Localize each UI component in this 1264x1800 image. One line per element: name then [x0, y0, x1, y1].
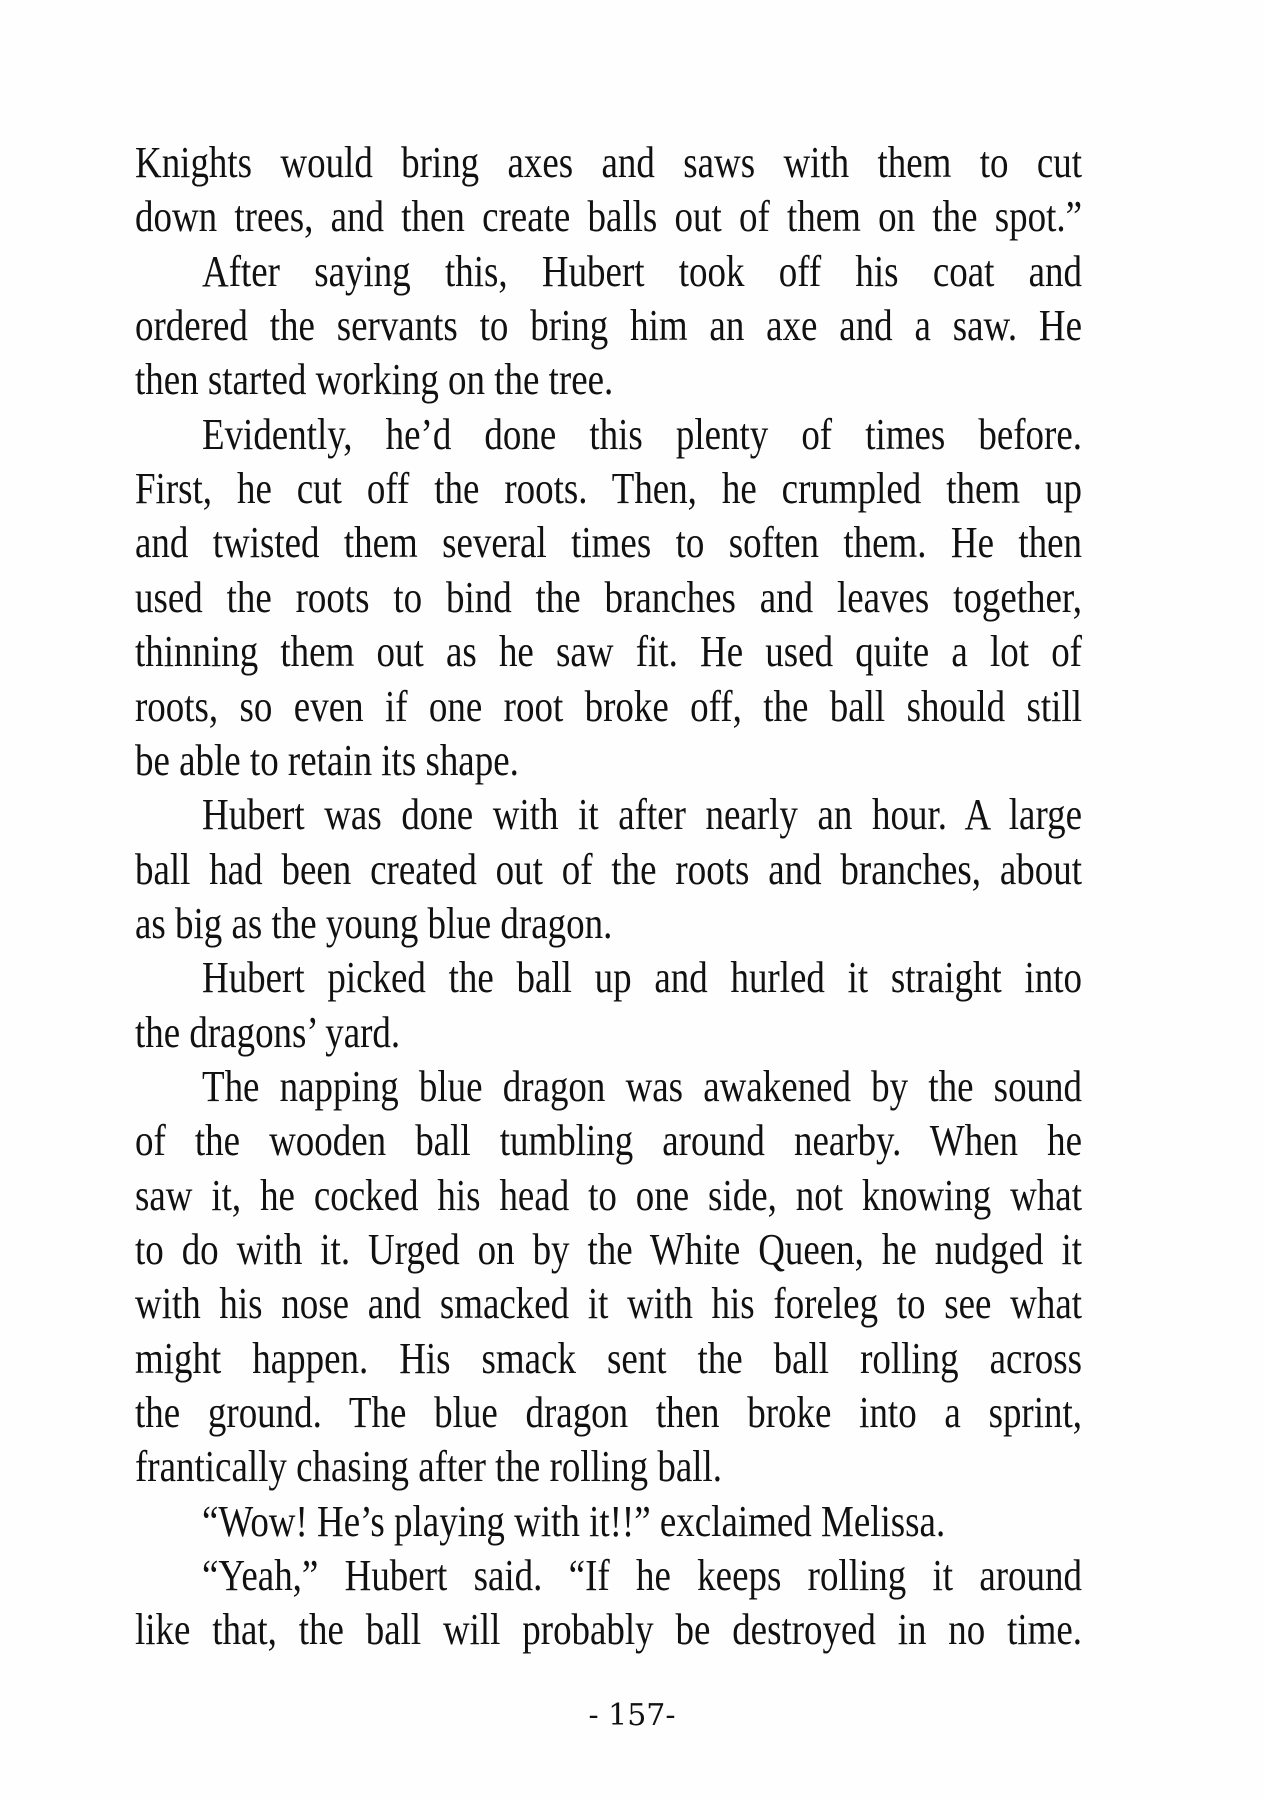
text-line: the dragons’ yard. [135, 1008, 401, 1057]
text-line: Knights would bring axes and saws with them to cut [135, 138, 1082, 187]
paragraph-first-line: Hubert picked the ball up and hurled it straight into [202, 953, 1082, 1002]
text-line: like that, the ball will probably be destroyed in no time. [135, 1605, 1082, 1654]
text-line: down trees, and then create balls out of them on the spot.” [135, 192, 1082, 241]
text-line: as big as the young blue dragon. [135, 899, 613, 948]
paragraph-first-line: After saying this, Hubert took off his coat and [202, 247, 1082, 296]
text-line: with his nose and smacked it with his foreleg to see what [135, 1279, 1082, 1328]
text-line: frantically chasing after the rolling ball. [135, 1442, 723, 1491]
text-line: First, he cut off the roots. Then, he crumpled them up [135, 464, 1082, 513]
text-line: might happen. His smack sent the ball rolling across [135, 1334, 1082, 1383]
text-line: then started working on the tree. [135, 355, 614, 404]
text-line: saw it, he cocked his head to one side, not knowing what [135, 1171, 1082, 1220]
paragraph-first-line: Hubert was done with it after nearly an hour. A large [202, 790, 1082, 839]
paragraph-first-line: “Wow! He’s playing with it!!” exclaimed Melissa. [202, 1497, 946, 1546]
text-line: be able to retain its shape. [135, 736, 519, 785]
text-line: roots, so even if one root broke off, the ball should still [135, 682, 1082, 731]
paragraph-first-line: “Yeah,” Hubert said. “If he keeps rolling it around [202, 1551, 1082, 1600]
paragraph-first-line: Evidently, he’d done this plenty of times before. [202, 410, 1082, 459]
text-line: thinning them out as he saw fit. He used quite a lot of [135, 627, 1082, 676]
text-line: ordered the servants to bring him an axe and a saw. He [135, 301, 1082, 350]
paragraph-first-line: The napping blue dragon was awakened by the sound [202, 1062, 1082, 1111]
text-line: used the roots to bind the branches and leaves together, [135, 573, 1082, 622]
text-line: of the wooden ball tumbling around nearby. When he [135, 1116, 1082, 1165]
page-number: - 157- [588, 1698, 676, 1733]
text-line: and twisted them several times to soften them. He then [135, 518, 1082, 567]
text-line: ball had been created out of the roots and branches, about [135, 845, 1082, 894]
text-line: to do with it. Urged on by the White Queen, he nudged it [135, 1225, 1082, 1274]
text-line: the ground. The blue dragon then broke into a sprint, [135, 1388, 1082, 1437]
